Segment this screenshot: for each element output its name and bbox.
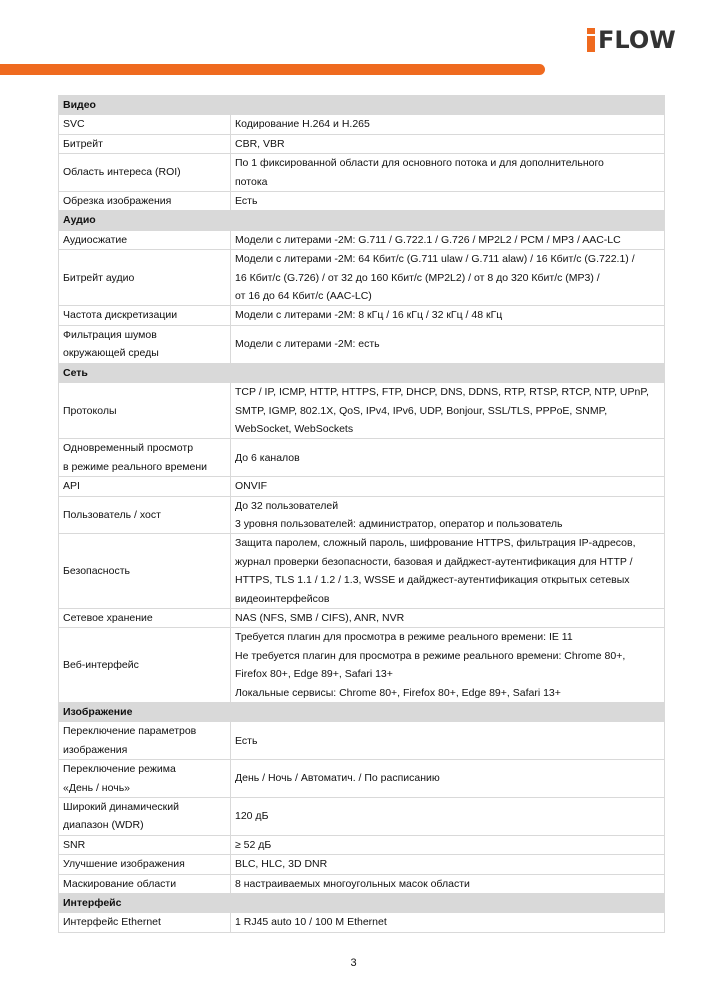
row-value [231,230,665,249]
row-label-line: в режиме реального времени [63,460,208,473]
row-label [59,477,231,496]
table-row [59,192,665,211]
row-label [59,855,231,874]
row-label [59,798,231,836]
row-label-line: Фильтрация шумов [63,328,157,341]
table-row [59,134,665,153]
row-label [59,913,231,932]
table-row [59,760,665,798]
row-value-line: 120 дБ [235,810,269,823]
section-title: Видео [59,96,665,115]
row-label [59,230,231,249]
row-label-line: Сетевое хранение [63,611,153,624]
row-label-line: «День / ночь» [63,781,130,794]
logo-i-mark [586,28,596,52]
table-row [59,250,665,306]
row-value [231,855,665,874]
row-label-line: Частота дискретизации [63,309,178,322]
section-header [59,703,665,722]
row-value-line: До 32 пользователей [235,499,339,512]
row-value [231,250,665,306]
section-header [59,211,665,230]
row-label-line: Улучшение изображения [63,858,185,871]
table-row [59,874,665,893]
section-title: Аудио [59,211,665,230]
row-value-line: NAS (NFS, SMB / CIFS), ANR, NVR [235,611,405,624]
header-accent-band [0,64,545,75]
row-label [59,628,231,703]
spec-table [58,95,665,933]
row-label [59,306,231,325]
table-row [59,383,665,439]
row-value [231,760,665,798]
row-label-line: Маскирование области [63,877,177,890]
row-label-line: Одновременный просмотр [63,442,194,455]
row-label-line: Переключение режима [63,763,176,776]
row-value-line: Есть [235,195,258,208]
row-value-line: Модели с литерами -2M: есть [235,338,380,351]
row-value-line: BLC, HLC, 3D DNR [235,858,328,871]
row-label-line: окружающей среды [63,347,159,360]
table-row [59,722,665,760]
row-label-line: API [63,480,80,493]
row-value [231,835,665,854]
row-value-line: Кодирование H.264 и H.265 [235,118,370,131]
row-value-line: День / Ночь / Автоматич. / По расписанию [235,772,440,785]
section-title: Изображение [59,703,665,722]
row-value [231,192,665,211]
row-value-line: CBR, VBR [235,137,285,150]
row-value [231,496,665,534]
row-label-line: Пользователь / хост [63,508,161,521]
row-value-line: ≥ 52 дБ [235,838,272,851]
row-value-line: потока [235,175,268,188]
row-value-line: До 6 каналов [235,451,300,464]
row-label [59,608,231,627]
row-label [59,154,231,192]
table-row [59,913,665,932]
row-label [59,115,231,134]
row-label-line: Переключение параметров [63,725,197,738]
row-value [231,325,665,363]
section-header [59,96,665,115]
row-value [231,628,665,703]
row-value [231,722,665,760]
row-value-line: По 1 фиксированной области для основного потока и для дополнительного [235,157,604,170]
row-value-line: журнал проверки безопасности, базовая и дайджест-аутентификация для HTTP / [235,555,633,568]
section-header [59,894,665,913]
table-row [59,306,665,325]
row-value-line: Защита паролем, сложный пароль, шифрование HTTPS, фильтрация IP-адресов, [235,537,636,550]
table-row [59,496,665,534]
row-label [59,534,231,609]
table-row [59,477,665,496]
row-label-line: Область интереса (ROI) [63,166,181,179]
row-value-line: Требуется плагин для просмотра в режиме реального времени: IE 11 [235,631,573,644]
table-row [59,608,665,627]
row-label-line: Битрейт [63,137,103,150]
table-row [59,325,665,363]
table-row [59,855,665,874]
row-value [231,115,665,134]
row-label [59,722,231,760]
row-value [231,154,665,192]
row-value-line: видеоинтерфейсов [235,592,330,605]
row-value-line: от 16 до 64 Кбит/с (AAC-LC) [235,290,372,303]
row-value-line: 1 RJ45 auto 10 / 100 M Ethernet [235,916,387,929]
row-value-line: 3 уровня пользователей: администратор, оператор и пользователь [235,517,563,530]
row-label [59,134,231,153]
row-value [231,874,665,893]
table-row [59,835,665,854]
table-row [59,115,665,134]
row-value-line: Firefox 80+, Edge 89+, Safari 13+ [235,668,393,681]
row-label [59,192,231,211]
logo-text: FLOW [598,26,676,54]
row-label [59,325,231,363]
section-title: Сеть [59,363,665,382]
row-value [231,608,665,627]
row-value-line: Локальные сервисы: Chrome 80+, Firefox 80+, Edge 89+, Safari 13+ [235,686,561,699]
row-value-line: 8 настраиваемых многоугольных масок области [235,877,470,890]
row-value-line: ONVIF [235,480,268,493]
row-value-line: 16 Кбит/с (G.726) / от 32 до 160 Кбит/с (MP2L2) / от 8 до 320 Кбит/с (MP3) / [235,271,600,284]
row-label-line: изображения [63,743,128,756]
row-value [231,306,665,325]
row-value-line: Есть [235,734,258,747]
row-value-line: Модели с литерами -2M: 64 Кбит/с (G.711 ulaw / G.711 alaw) / 16 Кбит/с (G.722.1) / [235,253,635,266]
row-label-line: Широкий динамический [63,801,180,814]
row-value [231,477,665,496]
section-header [59,363,665,382]
row-label-line: Протоколы [63,404,117,417]
row-value [231,134,665,153]
row-value [231,439,665,477]
row-value [231,798,665,836]
table-row [59,798,665,836]
table-row [59,230,665,249]
row-value-line: Модели с литерами -2M: 8 кГц / 16 кГц / 32 кГц / 48 кГц [235,309,503,322]
page-number: 3 [350,957,357,969]
table-row [59,439,665,477]
row-label-line: Аудиосжатие [63,233,128,246]
brand-logo [586,28,676,52]
row-label [59,874,231,893]
row-value-line: Не требуется плагин для просмотра в режиме реального времени: Chrome 80+, [235,649,626,662]
row-value [231,534,665,609]
row-label-line: Битрейт аудио [63,271,135,284]
row-label [59,383,231,439]
row-value [231,383,665,439]
table-row [59,534,665,609]
row-value-line: WebSocket, WebSockets [235,422,354,435]
row-label-line: SVC [63,118,85,131]
row-label-line: Безопасность [63,564,130,577]
row-value-line: TCP / IP, ICMP, HTTP, HTTPS, FTP, DHCP, DNS, DDNS, RTP, RTSP, RTCP, NTP, UPnP, [235,386,649,399]
table-row [59,628,665,703]
row-label-line: SNR [63,838,86,851]
table-row [59,154,665,192]
row-value [231,913,665,932]
row-value-line: SMTP, IGMP, 802.1X, QoS, IPv4, IPv6, UDP, Bonjour, SSL/TLS, PPPoE, SNMP, [235,404,608,417]
row-label [59,439,231,477]
row-label [59,496,231,534]
row-label [59,250,231,306]
row-label-line: Интерфейс Ethernet [63,916,161,929]
section-title: Интерфейс [59,894,665,913]
row-label-line: Веб-интерфейс [63,658,139,671]
row-label [59,760,231,798]
row-value-line: Модели с литерами -2M: G.711 / G.722.1 / G.726 / MP2L2 / PCM / MP3 / AAC-LC [235,233,621,246]
row-label-line: диапазон (WDR) [63,819,144,832]
row-label-line: Обрезка изображения [63,195,172,208]
row-label [59,835,231,854]
row-value-line: HTTPS, TLS 1.1 / 1.2 / 1.3, WSSE и дайджест-аутентификация открытых сетевых [235,574,630,587]
